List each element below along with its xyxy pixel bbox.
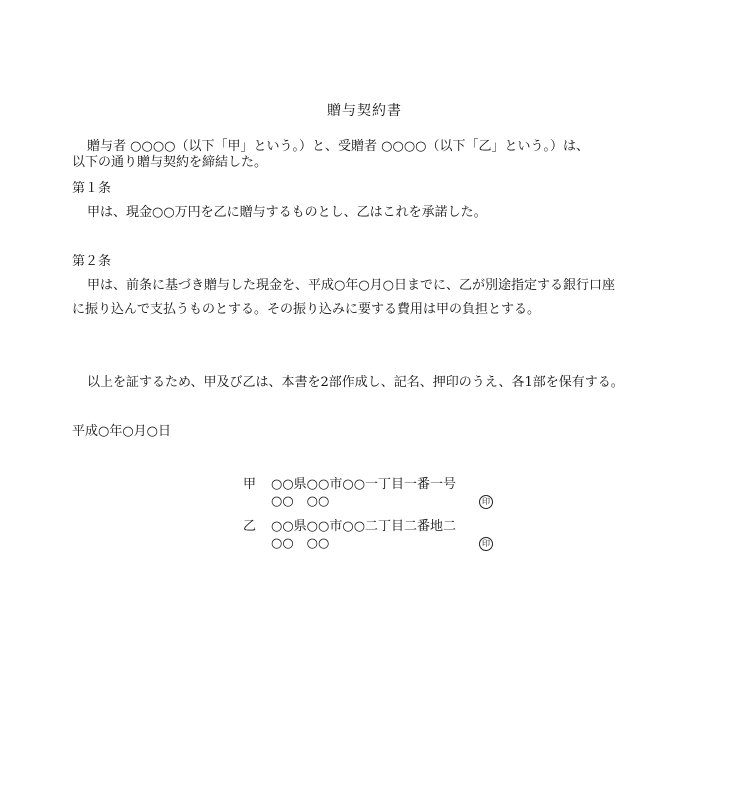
party-mark: 甲: [243, 477, 257, 492]
contract-date: 平成○年○月○日: [72, 424, 172, 439]
preamble-line-2: 以下の通り贈与契約を締結した。: [72, 155, 268, 170]
party-name: ○○ ○○: [271, 494, 330, 509]
party-mark: 乙: [243, 519, 257, 534]
preamble-line-1: 贈与者 ○○○○（以下「甲」という。）と、受贈者 ○○○○（以下「乙」という。）は、: [87, 139, 590, 154]
party-name: ○○ ○○: [271, 536, 330, 551]
party-address: ○○県○○市○○一丁目一番一号: [271, 477, 457, 492]
party-address: ○○県○○市○○二丁目二番地二: [271, 519, 457, 534]
article-2-heading: 第２条: [72, 254, 112, 269]
article-2-line-1: 甲は、前条に基づき贈与した現金を、平成○年○月○日までに、乙が別途指定する銀行口座: [87, 278, 616, 293]
party-donee: [243, 518, 503, 552]
seal-icon: 印: [479, 495, 493, 509]
party-donor: [243, 476, 503, 510]
document-title: 贈与契約書: [327, 103, 402, 119]
seal-icon: 印: [479, 537, 493, 551]
article-2-line-2: に振り込んで支払うものとする。その振り込みに要する費用は甲の負担とする。: [72, 302, 541, 317]
article-1-text: 甲は、現金○○万円を乙に贈与するものとし、乙はこれを承諾した。: [87, 205, 487, 220]
article-1-heading: 第１条: [72, 181, 112, 196]
closing-statement: 以上を証するため、甲及び乙は、本書を2部作成し、記名、押印のうえ、各1部を保有する。: [87, 375, 624, 390]
